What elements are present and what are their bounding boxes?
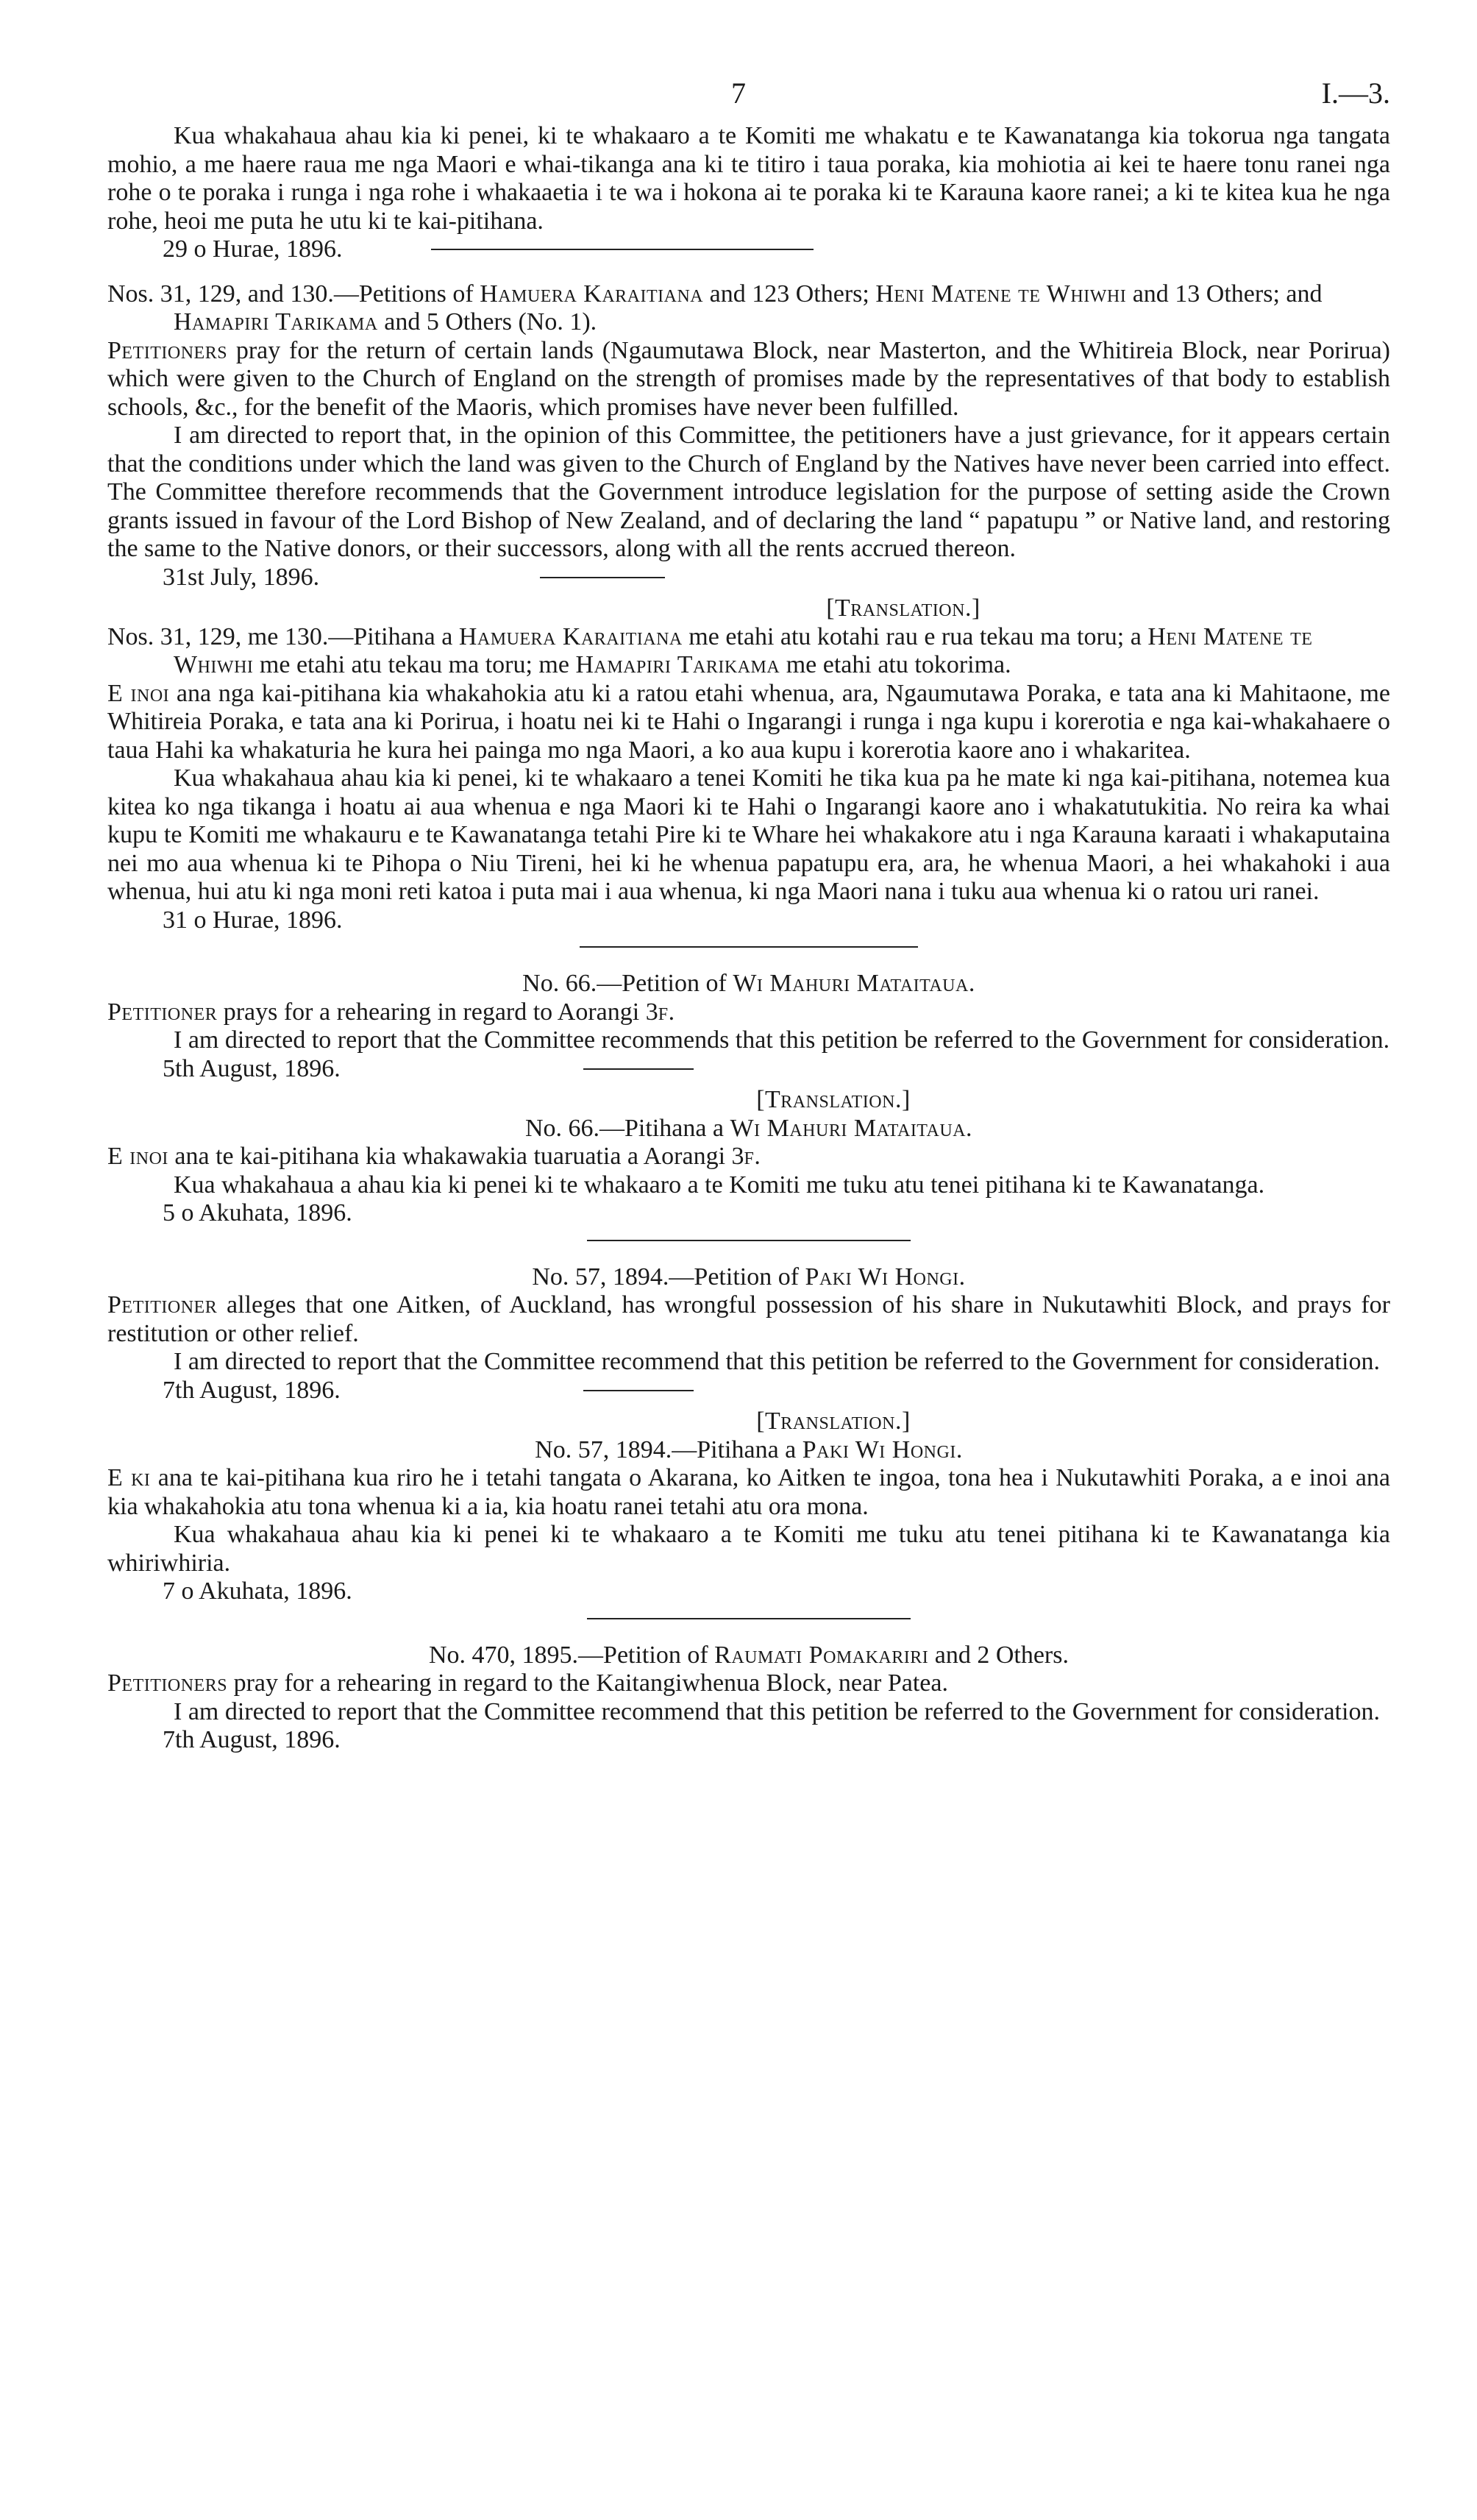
petitioner-name: Wi Mahuri Mataitaua. — [733, 970, 975, 997]
petition-57-prayer: Petitioner alleges that one Aitken, of Auckland, has wrongful possession of his share in Nukutawhiti Block, and prays for restitution or other relief. — [107, 1291, 1390, 1347]
petition-31-date-row — [107, 564, 1390, 592]
intro-date: 29 o Hurae, 1896. — [163, 235, 343, 263]
petitioner-name: Paki Wi Hongi. — [805, 1263, 966, 1291]
section-divider — [580, 946, 918, 948]
petitioner-name: Heni Matene te Whiwhi — [875, 280, 1127, 308]
document-page — [107, 71, 1390, 1755]
translation-57-prayer: E ki ana te kai-pitihana kua riro he i tetahi tangata o Akarana, ko Aitken te ingoa, tona hea i Nukutawhiti Poraka, a e inoi ana kia whakahokia atu tona whenua ki a ia, kia hoatu ranei tetahi atu ora mona. — [107, 1464, 1391, 1520]
petitioner-name: Hamapiri Tarikama — [575, 651, 780, 678]
translation-31-report: Kua whakahaua ahau kia ki penei, ki te whakaaro a tenei Komiti he tika kua pa he mate ki nga kai-pitihana, notemea kua kitea ko nga tikanga i hoatu ai aua whenua e nga Maori ki te Hahi o Ingarangi kaore ano i whakatutukitia. No reira ka whai kupu te Komiti me whakauru e te Kawanatanga tetahi Pire ki te Whare hei whakakore atu i nga Karauna karaati i whakaputaina nei mo aua whenua ki te Pihopa o Niu Tireni, hei ki he whenua papatupu era, ara, he whenua Maori, a hei whakahoki i aua whenua, hui atu ki nga moni reti katoa i puta mai i aua whenua, ki nga Maori nana i tuku aua whenua ki o ratou uri ranei. — [107, 764, 1390, 905]
translation-31-heading: Nos. 31, 129, me 130.—Pitihana a Hamuera Karaitiana me etahi atu kotahi rau e rua tekau ma toru; a Heni Matene te Whiwhi me etahi atu tekau ma toru; me Hamapiri Tarikama me etahi atu tokorima. — [107, 622, 1313, 678]
petition-57-report: I am directed to report that the Committee recommend that this petition be referred to the Government for consideration. — [174, 1348, 1380, 1375]
short-divider — [583, 1068, 694, 1070]
translation-31-prayer: E inoi ana nga kai-pitihana kia whakahokia atu ki a ratou etahi whenua, ara, Ngaumutawa Poraka, e tata ana ki Mahitaone, me Whitireia Poraka, e tata ana ki Porirua, i hoatu nei ki te Hahi o Ingarangi i runga i nga kupu i korerotia e nga kai-whakahaere o taua Hahi ka whakaturia he kura hei painga mo nga Maori, a ko aua kupu i korerotia kaore ano i whakaritea. — [107, 679, 1391, 764]
petition-470-heading: No. 470, 1895.—Petition of Raumati Pomakariri and 2 Others. — [428, 1641, 1069, 1669]
petition-66-date: 5th August, 1896. — [163, 1054, 341, 1082]
petitioner-name: Heni Matene te Whiwhi — [174, 622, 1313, 678]
petition-470-report: I am directed to report that the Committee recommend that this petition be referred to the Government for consideration. — [174, 1697, 1380, 1725]
petition-31-heading: Nos. 31, 129, and 130.—Petitions of Hamuera Karaitiana and 123 Others; Heni Matene te Whiwhi and 13 Others; and Hamapiri Tarikama and 5 Others (No. 1). — [107, 280, 1323, 336]
translation-57-heading: No. 57, 1894.—Pitihana a Paki Wi Hongi. — [535, 1435, 963, 1463]
petition-31-date: 31st July, 1896. — [163, 563, 320, 591]
petitioner-name: Wi Mahuri Mataitaua. — [730, 1114, 973, 1142]
translation-57-date: 7 o Akuhata, 1896. — [163, 1577, 352, 1605]
intro-date-row — [107, 235, 1390, 264]
petition-57-date-row — [107, 1377, 1390, 1405]
translation-66-date: 5 o Akuhata, 1896. — [163, 1199, 352, 1227]
page-number: 7 — [731, 77, 746, 110]
translation-31-date: 31 o Hurae, 1896. — [163, 906, 343, 934]
petition-470-prayer: Petitioners pray for a rehearing in regard to the Kaitangiwhenua Block, near Patea. — [107, 1669, 948, 1697]
intro-paragraph: Kua whakahaua ahau kia ki penei, ki te whakaaro a te Komiti me whakatu e te Kawanatanga kia tokorua nga tangata mohio, a me haere raua me nga Maori e whai-tikanga ana ki te titiro i taua poraka, kia mohiotia ai kei te haere tonu ranei nga rohe o te poraka i runga i nga rohe i whakaaetia i te wa i hokona ai te poraka ki te Karauna kaore ranei; a ki te kitea kua he nga rohe, heoi me puta he utu ki te kai-pitihana. — [107, 122, 1390, 235]
section-divider — [587, 1240, 911, 1241]
section-divider — [431, 249, 814, 250]
running-head — [107, 71, 1390, 122]
petition-57-date: 7th August, 1896. — [163, 1376, 341, 1404]
petition-31-report: I am directed to report that, in the opinion of this Committee, the petitioners have a just grievance, for it appears certain that the conditions under which the land was given to the Church of England by the Natives have never been carried into effect. The Committee therefore recommends that the Government introduce legislation for the purpose of setting aside the Crown grants issued in favour of the Lord Bishop of New Zealand, and of declaring the land “ papatupu ” or Native land, and restoring the same to the Native donors, or their successors, along with all the rents accrued thereon. — [107, 422, 1390, 562]
petition-66-heading: No. 66.—Petition of Wi Mahuri Mataitaua. — [522, 970, 975, 997]
translation-label: [Translation.] — [826, 594, 980, 622]
petition-31-prayer: Petitioners pray for the return of certain lands (Ngaumutawa Block, near Masterton, and the Whitireia Block, near Porirua) which were given to the Church of England on the strength of promises made by the representatives of that body to establish schools, &c., for the benefit of the Maoris, which promises have never been fulfilled. — [107, 336, 1391, 421]
petition-470-date: 7th August, 1896. — [163, 1726, 341, 1753]
petitioner-name: Raumati Pomakariri — [714, 1641, 929, 1669]
petition-66-prayer: Petitioner prays for a rehearing in regard to Aorangi 3f. — [107, 998, 675, 1026]
translation-66-heading: No. 66.—Pitihana a Wi Mahuri Mataitaua. — [524, 1114, 973, 1142]
short-divider — [583, 1390, 694, 1391]
translation-label: [Translation.] — [756, 1408, 911, 1435]
petition-66-report: I am directed to report that the Committee recommends that this petition be referred to the Government for consideration. — [174, 1026, 1390, 1054]
translation-66-report: Kua whakahaua a ahau kia ki penei ki te whakaaro a te Komiti me tuku atu tenei pitihana ki te Kawanatanga. — [174, 1171, 1265, 1199]
petition-57-heading: No. 57, 1894.—Petition of Paki Wi Hongi. — [532, 1263, 966, 1291]
translation-label: [Translation.] — [756, 1086, 911, 1113]
petitioner-name: Paki Wi Hongi. — [802, 1435, 963, 1463]
translation-57-report: Kua whakahaua ahau kia ki penei ki te whakaaro a te Komiti me tuku atu tenei pitihana ki te Kawanatanga kia whiriwhiria. — [107, 1521, 1390, 1577]
short-divider — [540, 577, 665, 578]
section-divider — [587, 1618, 911, 1619]
petitioner-name: Hamapiri Tarikama — [174, 308, 378, 336]
petitioner-name: Hamuera Karaitiana — [480, 280, 704, 308]
paper-reference: I.—3. — [1321, 77, 1390, 110]
petition-66-date-row — [107, 1055, 1390, 1084]
petitioner-name: Hamuera Karaitiana — [458, 622, 683, 650]
translation-66-prayer: E inoi ana te kai-pitihana kia whakawakia tuaruatia a Aorangi 3f. — [107, 1143, 761, 1170]
